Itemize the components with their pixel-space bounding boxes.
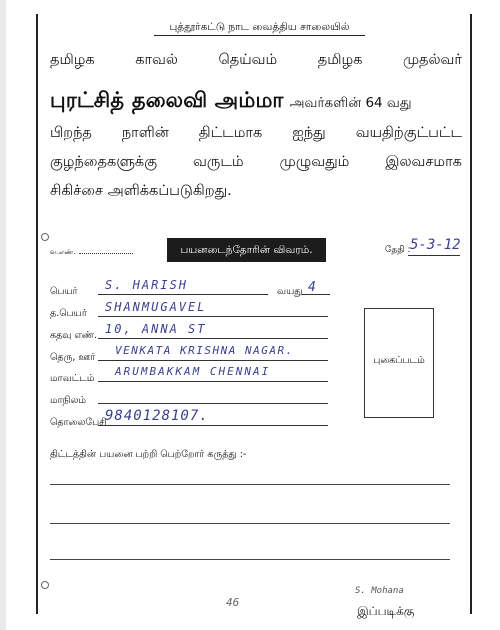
- intro-line-2: [50, 88, 462, 115]
- intro-line-1: [50, 52, 462, 70]
- intro-line-5: சிகிச்சை அளிக்கப்படுகிறது.: [50, 183, 232, 199]
- intro-word: முதல்வர்: [402, 52, 462, 68]
- scan-edge: [0, 0, 6, 630]
- intro-text: அவர்களின் 64 வது: [289, 95, 412, 111]
- district-line: [98, 381, 328, 382]
- street-label: தெரு, ஊர்: [50, 352, 96, 363]
- punch-hole: [41, 233, 49, 241]
- photo-box: [364, 308, 434, 418]
- intro-word: வயதிற்குட்பட்ட: [355, 125, 462, 141]
- intro-word: தெய்வம்: [218, 52, 278, 68]
- serial-label: வ.எண்.: [50, 248, 76, 256]
- date-line: [408, 255, 460, 256]
- date-value: 5-3-12: [410, 237, 461, 253]
- date-label: தேதி :: [385, 245, 411, 255]
- intro-word: தமிழக: [317, 52, 363, 68]
- phone-label: தொலைபேசி: [50, 417, 107, 428]
- street-value: VENKATA KRISHNA NAGAR.: [115, 344, 294, 357]
- door-number-line: [98, 338, 328, 339]
- door-number-label: கதவு எண்.: [50, 330, 97, 341]
- opinion-line: [50, 559, 450, 560]
- intro-word: குழந்தைகளுக்கு: [50, 154, 157, 170]
- intro-line-3: [50, 125, 462, 143]
- street-line: [98, 360, 328, 361]
- phone-line: [98, 425, 328, 426]
- intro-word: திட்டமாக: [198, 125, 263, 141]
- intro-line-4: [50, 154, 462, 172]
- serial-number-field: [50, 248, 133, 257]
- signature-label: இப்படிக்கு: [357, 604, 415, 618]
- intro-word: வருடம்: [193, 154, 244, 170]
- age-line: [302, 294, 330, 295]
- district-label: மாவட்டம்: [50, 373, 95, 384]
- intro-word: இலவசமாக: [385, 154, 462, 170]
- district-value: ARUMBAKKAM CHENNAI: [115, 365, 271, 378]
- form-title: பயனடைந்தோரின் விவரம்.: [167, 238, 326, 262]
- parent-opinion-label: திட்டத்தின் பயனை பற்றி பெற்றோர் கருத்து :-: [50, 449, 247, 460]
- intro-word: ஐந்து: [292, 125, 326, 141]
- opinion-line: [50, 484, 450, 485]
- serial-line: [79, 253, 133, 254]
- opinion-line: [50, 523, 450, 524]
- father-name-line: [98, 316, 328, 317]
- hospital-header: புத்தூர்கட்டு நாட வைத்திய சாலையில்: [154, 21, 365, 36]
- age-label: வயது: [277, 286, 303, 297]
- state-label: மாநிலம்: [50, 395, 87, 406]
- age-value: 4: [308, 280, 316, 295]
- intro-word: நாளின்: [121, 125, 169, 141]
- father-name-value: SHANMUGAVEL: [105, 300, 207, 314]
- name-value: S. HARISH: [105, 278, 189, 292]
- intro-word: தமிழக: [50, 52, 95, 68]
- intro-word: காவல்: [135, 52, 178, 68]
- signature: S. Mohana: [355, 586, 404, 596]
- father-name-label: த.பெயர்: [50, 308, 87, 319]
- intro-word: முழுவதும்: [279, 154, 350, 170]
- name-label: பெயர்: [50, 286, 78, 297]
- intro-word: பிறந்த: [50, 125, 92, 141]
- name-line: [98, 294, 268, 295]
- photo-label: புகைப்படம்: [373, 355, 425, 366]
- intro-highlight: புரட்சித் தலைவி அம்மா: [50, 88, 284, 112]
- phone-value: 9840128107.: [105, 408, 209, 424]
- page-number: 46: [226, 596, 240, 609]
- door-number-value: 10, ANNA ST: [105, 322, 207, 336]
- state-line: [98, 403, 328, 404]
- punch-hole: [41, 581, 49, 589]
